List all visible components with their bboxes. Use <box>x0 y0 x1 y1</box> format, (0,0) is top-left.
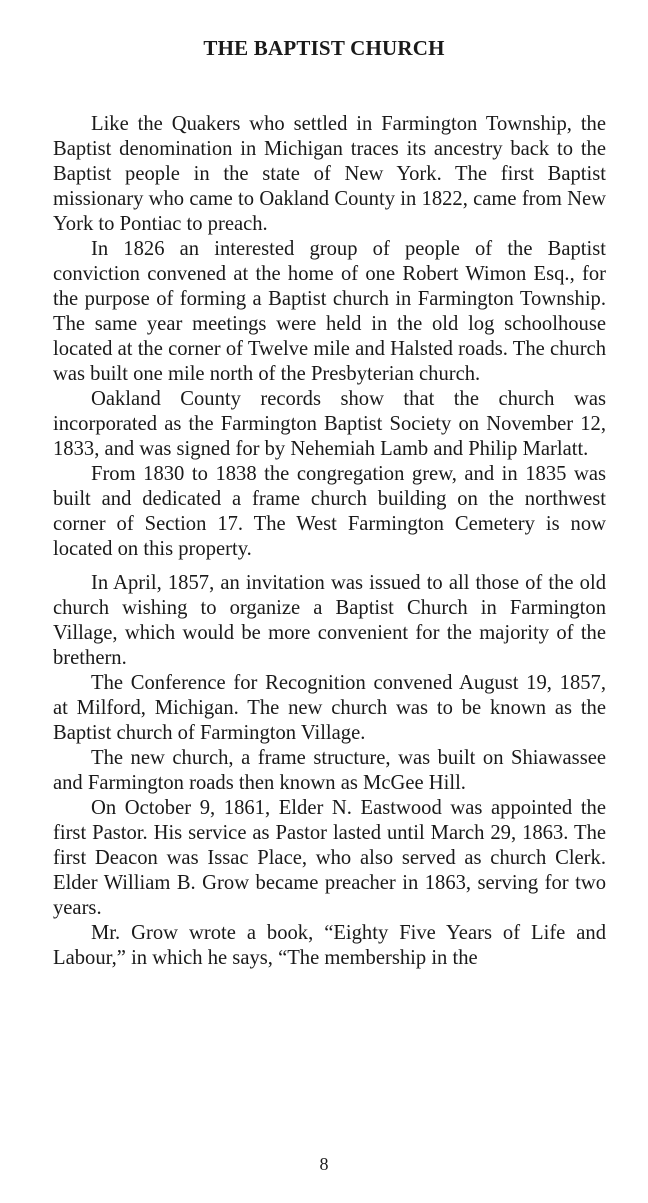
body-text <box>53 112 606 971</box>
paragraph-1826-meeting: In 1826 an interested group of people of the Baptist conviction convened at the home of one Robert Wimon Esq., for the purpose of forming a Baptist church in Farmington Township. The same year meetings were held in the old log schoolhouse located at the corner of Twelve mile and Halsted roads. The church was built one mile north of the Presbyterian church. <box>53 238 606 385</box>
page-title: THE BAPTIST CHURCH <box>203 36 445 60</box>
page-number: 8 <box>319 1154 329 1174</box>
paragraph-new-church: The new church, a frame structure, was built on Shiawassee and Farmington roads then known as McGee Hill. <box>53 747 606 794</box>
paragraph-congregation-growth: From 1830 to 1838 the congregation grew, and in 1835 was built and dedicated a frame church building on the northwest corner of Section 17. The West Farmington Cemetery is now located on this property. <box>53 463 606 560</box>
paragraph-conference-recognition: The Conference for Recognition convened August 19, 1857, at Milford, Michigan. The new church was to be known as the Baptist church of Farmington Village. <box>53 672 606 744</box>
paragraph-grow-book: Mr. Grow wrote a book, “Eighty Five Years of Life and Labour,” in which he says, “The membership in the <box>53 922 606 969</box>
paragraph-invitation-1857: In April, 1857, an invitation was issued to all those of the old church wishing to organize a Baptist Church in Farmington Village, which would be more convenient for the majority of the brethern. <box>53 572 606 669</box>
paragraph-quakers-ancestry: Like the Quakers who settled in Farmington Township, the Baptist denomination in Michigan traces its ancestry back to the Baptist people in the state of New York. The first Baptist missionary who came to Oakland County in 1822, came from New York to Pontiac to preach. <box>53 113 606 235</box>
paragraph-incorporation: Oakland County records show that the church was incorporated as the Farmington Baptist Society on November 12, 1833, and was signed for by Nehemiah Lamb and Philip Marlatt. <box>53 388 606 460</box>
paragraph-first-pastor: On October 9, 1861, Elder N. Eastwood was appointed the first Pastor. His service as Pastor lasted until March 29, 1863. The first Deacon was Issac Place, who also served as church Clerk. Elder William B. Grow became preacher in 1863, serving for two years. <box>53 797 606 919</box>
